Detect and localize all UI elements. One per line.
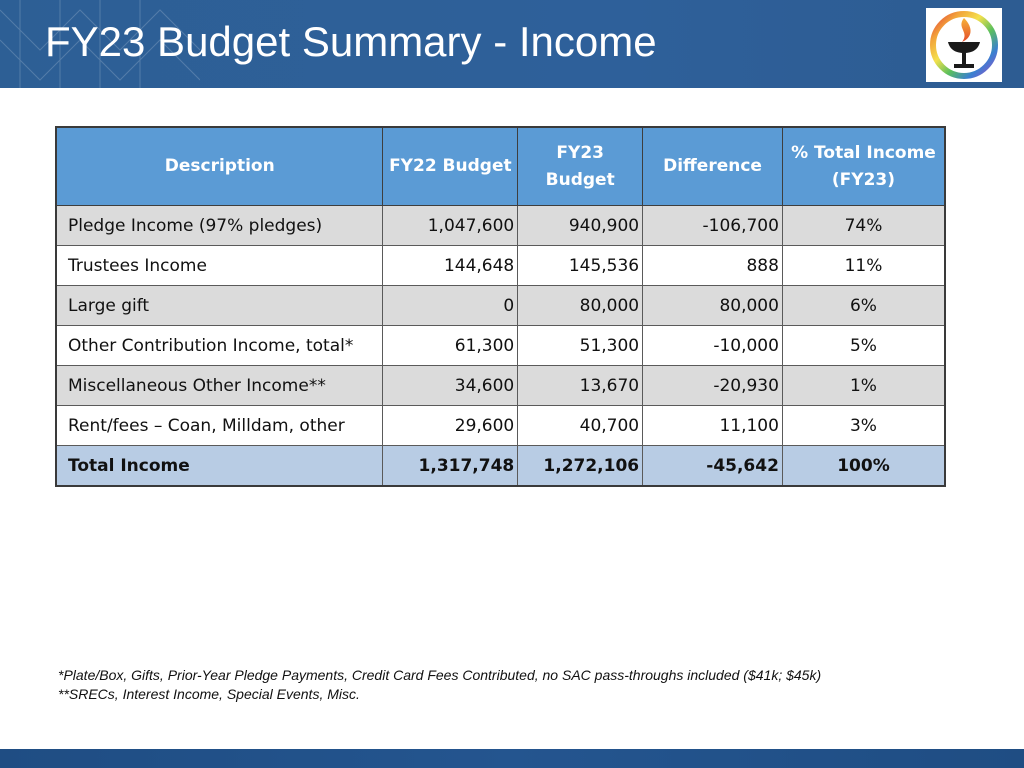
footer-bar [0,749,1024,768]
row-description: Miscellaneous Other Income** [56,366,383,406]
table-row [56,206,945,246]
table-row [56,366,945,406]
row-pct-total: 3% [782,406,945,446]
pct-header-line2: (FY23) [831,169,896,190]
row-pct-total: 1% [782,366,945,406]
column-header-difference: Difference [643,127,783,206]
total-fy23-budget: 1,272,106 [518,446,643,487]
row-pct-total: 6% [782,286,945,326]
row-fy23-budget: 51,300 [518,326,643,366]
footnote-1: *Plate/Box, Gifts, Prior-Year Pledge Payments, Credit Card Fees Contributed, no SAC pass-throughs included ($41k; $45k) [58,667,822,683]
total-row [56,446,945,487]
column-header-pct-total-income [782,127,945,206]
total-fy22-budget: 1,317,748 [383,446,518,487]
row-fy23-budget: 13,670 [518,366,643,406]
logo-container [926,8,1002,82]
row-fy22-budget: 34,600 [383,366,518,406]
row-fy22-budget: 0 [383,286,518,326]
total-pct: 100% [782,446,945,487]
column-header-description: Description [56,127,383,206]
row-fy23-budget: 40,700 [518,406,643,446]
row-pct-total: 5% [782,326,945,366]
table-row [56,326,945,366]
table-row [56,406,945,446]
income-table [55,126,946,487]
footnote-2: **SRECs, Interest Income, Special Events, Misc. [58,686,360,702]
table-row [56,286,945,326]
row-fy22-budget: 1,047,600 [383,206,518,246]
row-pct-total: 74% [782,206,945,246]
row-description: Pledge Income (97% pledges) [56,206,383,246]
row-difference: -10,000 [643,326,783,366]
row-description: Trustees Income [56,246,383,286]
row-difference: 80,000 [643,286,783,326]
total-difference: -45,642 [643,446,783,487]
column-header-fy23-budget: FY23 Budget [518,127,643,206]
row-description: Large gift [56,286,383,326]
footnotes [58,666,998,704]
column-header-fy22-budget: FY22 Budget [383,127,518,206]
row-description: Rent/fees – Coan, Milldam, other [56,406,383,446]
row-fy23-budget: 80,000 [518,286,643,326]
table-header-row [56,127,945,206]
row-fy23-budget: 145,536 [518,246,643,286]
row-difference: 888 [643,246,783,286]
table-row [56,246,945,286]
total-description: Total Income [56,446,383,487]
slide-title: FY23 Budget Summary - Income [45,18,657,65]
row-description: Other Contribution Income, total* [56,326,383,366]
row-fy22-budget: 144,648 [383,246,518,286]
row-fy23-budget: 940,900 [518,206,643,246]
row-difference: -20,930 [643,366,783,406]
row-fy22-budget: 29,600 [383,406,518,446]
row-difference: 11,100 [643,406,783,446]
flaming-chalice-logo-icon [926,8,1002,82]
title-bar [0,0,1024,88]
row-pct-total: 11% [782,246,945,286]
row-fy22-budget: 61,300 [383,326,518,366]
pct-header-line1: % Total Income [791,142,936,163]
row-difference: -106,700 [643,206,783,246]
